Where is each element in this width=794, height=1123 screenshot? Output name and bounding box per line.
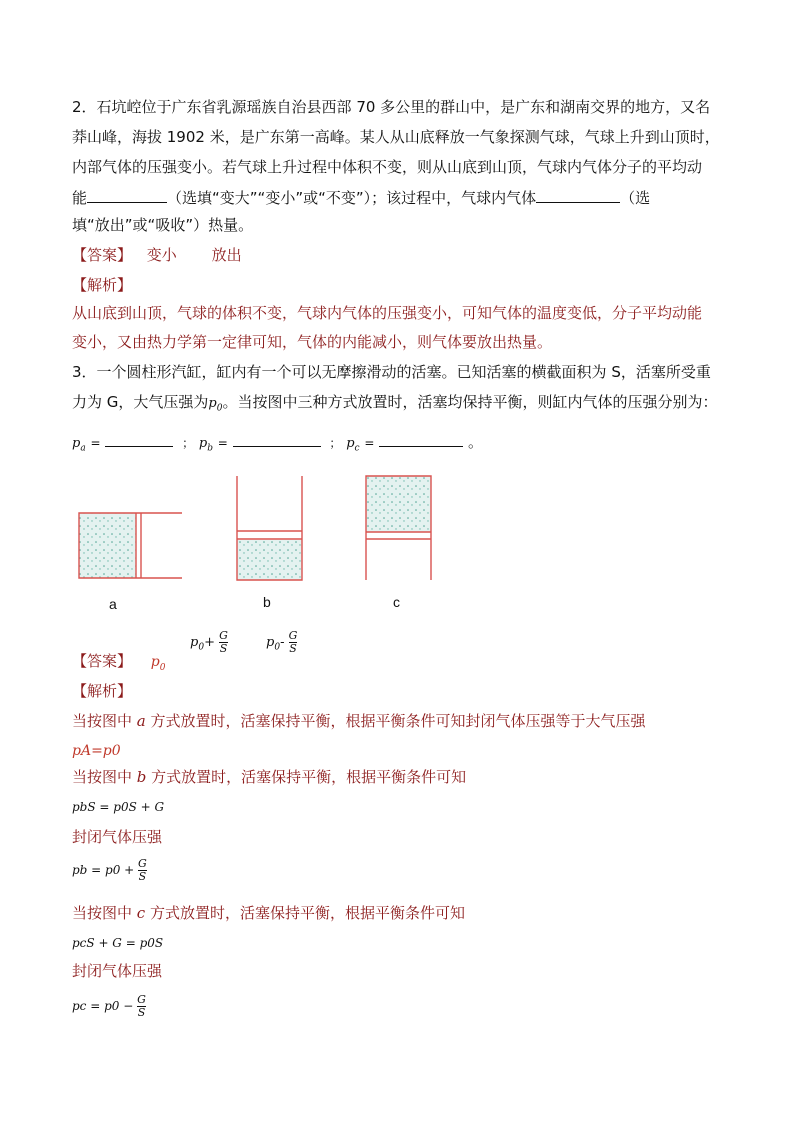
q2-blank-2[interactable] xyxy=(536,186,620,203)
cylinder-figures xyxy=(70,468,440,594)
q2-analysis-1: 从山底到山顶，气球的体积不变，气球内气体的压强变小，可知气体的温度变低，分子平均动能 xyxy=(72,304,703,322)
pa-label: $p_a$ xyxy=(72,436,86,454)
pb-label: $p_b$ xyxy=(198,436,213,454)
pa-blank[interactable] xyxy=(105,430,173,447)
q2-line-4-end: （选 xyxy=(620,189,651,207)
q3-sealed-2: 封闭气体压强 xyxy=(72,962,163,980)
q2-blank-1[interactable] xyxy=(87,186,167,203)
q3-answer-tag: 【答案】 $p_0$ xyxy=(72,652,166,673)
answer-b: $p_0+$ $\frac{G}{S}$ xyxy=(190,629,228,655)
q3-eq-b1: pbS = p0S + G xyxy=(72,800,165,814)
q3-analysis-c: 当按图中 c 方式放置时，活塞保持平衡，根据平衡条件可知 xyxy=(72,904,465,922)
figure-b-cylinder xyxy=(237,476,302,580)
answer-a: $p_0$ xyxy=(150,654,166,673)
figure-a-cylinder xyxy=(79,513,182,578)
q3-eq-a: pA=p0 xyxy=(72,743,121,759)
figure-c-label: c xyxy=(393,594,400,610)
q2-answer-1: 变小 xyxy=(146,246,177,264)
q2-line-3: 内部气体的压强变小。若气球上升过程中体积不变，则从山底到山顶，气球内气体分子的平均动 xyxy=(72,158,703,176)
figure-a-label: a xyxy=(109,596,117,612)
q2-line-4-start: 能 xyxy=(72,189,88,207)
q2-analysis-tag: 【解析】 xyxy=(72,276,133,294)
q3-eq-b2: pb = p0 + $\frac{G}{S}$ xyxy=(72,857,147,883)
q3-sealed-1: 封闭气体压强 xyxy=(72,828,163,846)
q2-line-5: 填“放出”或“吸收”）热量。 xyxy=(72,216,254,234)
pb-blank[interactable] xyxy=(233,430,321,447)
q3-analysis-b: 当按图中 b 方式放置时，活塞保持平衡，根据平衡条件可知 xyxy=(72,768,467,786)
q3-analysis-tag: 【解析】 xyxy=(72,682,133,700)
figure-c-cylinder xyxy=(366,476,431,580)
q2-answer xyxy=(72,244,242,266)
q3-analysis-a: 当按图中 a 方式放置时，活塞保持平衡，根据平衡条件可知封闭气体压强等于大气压强 xyxy=(72,712,646,730)
pc-label: $p_c$ xyxy=(346,436,360,454)
q3-p0: $p_0$ xyxy=(208,396,223,414)
q2-answer-2: 放出 xyxy=(211,246,242,264)
q3-eq-c1: pcS + G = p0S xyxy=(72,936,164,950)
figure-b-label: b xyxy=(263,594,271,610)
answer-c: $p_0-$ $\frac{G}{S}$ xyxy=(266,629,298,655)
q3-line-1: 3．一个圆柱形汽缸，缸内有一个可以无摩擦滑动的活塞。已知活塞的横截面积为 S，活塞所受重 xyxy=(72,363,711,381)
q2-line-4 xyxy=(72,186,650,209)
q2-answer-tag: 【答案】 xyxy=(72,246,133,264)
pc-blank[interactable] xyxy=(379,430,463,447)
q3-line-2-start: 力为 G，大气压强为 xyxy=(72,393,209,411)
q2-analysis-2: 变小，又由热力学第一定律可知，气体的内能减小，则气体要放出热量。 xyxy=(72,333,553,351)
q2-line-1: 2．石坑崆位于广东省乳源瑶族自治县西部 70 多公里的群山中，是广东和湖南交界的地方，又名 xyxy=(72,98,711,116)
q3-line-2-end: 。当按图中三种方式放置时，活塞均保持平衡，则缸内气体的压强分别为： xyxy=(222,393,718,411)
q3-blanks-row: $p_a$ = ； $p_b$ = ； $p_c$ = 。 xyxy=(72,430,483,460)
q3-line-2 xyxy=(72,391,717,420)
q2-line-4-mid: （选填“变大”“变小”或“不变”）；该过程中，气球内气体 xyxy=(167,189,537,207)
q2-line-2: 莽山峰，海拔 1902 米，是广东第一高峰。某人从山底释放一气象探测气球，气球上升到山顶时， xyxy=(72,128,720,146)
q3-eq-c2: pc = p0 − $\frac{G}{S}$ xyxy=(72,993,146,1019)
